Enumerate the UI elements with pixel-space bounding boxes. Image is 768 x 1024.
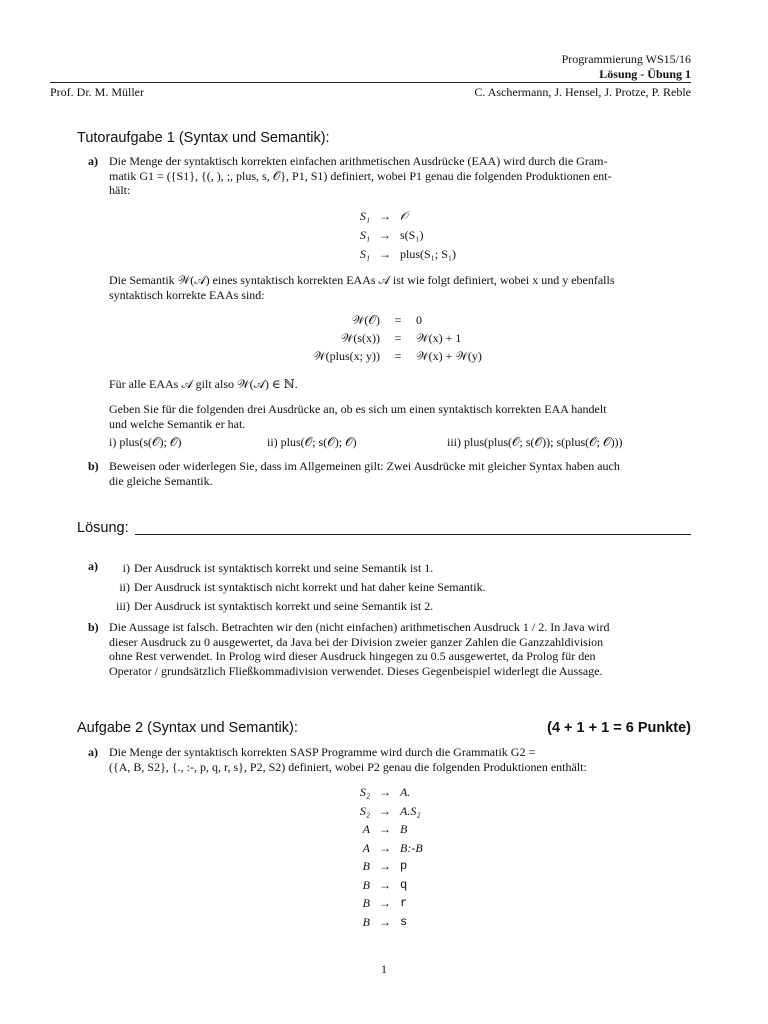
task1-b-text: [109, 459, 691, 488]
task1-a-intro-line: matik G1 = ({S1}, {(, ), ;, plus, s, 𝒪}, P1, S1) definiert, wobei P1 genau die folgenden Produktionen ent-: [109, 168, 612, 183]
production-lhs: S₁: [359, 247, 370, 261]
semantics-lhs: 𝒲(𝒪): [351, 313, 380, 327]
list-item-number: iii): [116, 599, 130, 613]
solution-b-text: [109, 620, 691, 678]
semantics-lhs: 𝒲(s(x)): [340, 331, 380, 345]
task1-a-intro: [109, 154, 691, 198]
arrow-icon: →: [379, 803, 391, 818]
production-rhs: q: [400, 877, 408, 892]
task1-productions: [330, 207, 456, 264]
production-lhs: B: [362, 914, 370, 929]
arrow-icon: →: [379, 877, 391, 892]
task2-a-line: Die Menge der syntaktisch korrekten SASP Programme wird durch die Grammatik G2 =: [109, 745, 536, 759]
sheet-title: Lösung - Übung 1: [599, 67, 691, 81]
solution-a-label: a): [88, 559, 98, 573]
equals: =: [394, 349, 402, 363]
production-lhs: S₁: [359, 228, 370, 242]
task1-a-label: a): [88, 154, 98, 168]
production-lhs: S₂: [359, 785, 370, 799]
question-line: und welche Semantik er hat.: [109, 416, 246, 431]
task1-a-intro-line: Die Menge der syntaktisch korrekten einfachen arithmetischen Ausdrücke (EAA) wird durch die Gram-: [109, 154, 608, 168]
question-line: Geben Sie für die folgenden drei Ausdrücke an, ob es sich um einen syntaktisch korrekten EAA handelt: [109, 402, 607, 416]
task2-productions: [330, 783, 423, 931]
arrow-icon: →: [379, 785, 391, 799]
production-lhs: A: [362, 822, 370, 836]
list-item-number: ii): [119, 580, 130, 594]
semantics-intro-line: Die Semantik 𝒲(𝒜) eines syntaktisch korrekten EAAs 𝒜 ist wie folgt definiert, wobei x und y ebenfalls: [109, 273, 615, 287]
production-lhs: B: [362, 859, 370, 873]
solution-rule: [135, 534, 691, 535]
list-item-text: Der Ausdruck ist syntaktisch korrekt und seine Semantik ist 2.: [134, 599, 434, 613]
equals: =: [394, 331, 402, 345]
professor: Prof. Dr. M. Müller: [50, 85, 144, 99]
arrow-icon: →: [379, 914, 391, 929]
solution-title: Lösung:: [77, 520, 129, 536]
semantics-intro-line: syntaktisch korrekte EAAs sind:: [109, 287, 265, 302]
expr-ii: ii) plus(𝒪; s(𝒪); 𝒪): [267, 435, 357, 449]
semantics-lhs: 𝒲(plus(x; y)): [313, 349, 380, 363]
arrow-icon: →: [379, 822, 391, 836]
production-rhs: p: [400, 859, 408, 873]
production-rhs: A.S₂: [400, 803, 421, 818]
task1-semantics-intro: [109, 273, 691, 302]
equals: =: [394, 313, 402, 327]
course-title: Programmierung WS15/16: [561, 52, 691, 66]
task1-question: [109, 402, 691, 431]
header-rule: [50, 82, 691, 83]
production-rhs: plus(S₁; S₁): [400, 247, 457, 261]
expr-iii: iii) plus(plus(𝒪; s(𝒪)); s(plus(𝒪; 𝒪))): [447, 435, 623, 449]
production-lhs: A: [362, 840, 370, 855]
task2-a-text: [109, 745, 691, 774]
production-rhs: B: [400, 822, 408, 836]
production-rhs: B:-B: [400, 840, 423, 855]
solution-b-label: b): [88, 620, 99, 634]
task1-title: Tutoraufgabe 1 (Syntax und Semantik):: [77, 130, 330, 146]
list-item-text: Der Ausdruck ist syntaktisch korrekt und seine Semantik ist 1.: [134, 561, 434, 575]
task2-a-line: ({A, B, S2}, {., :-, p, q, r, s}, P2, S2) definiert, wobei P2 genau die folgenden Produktionen enthält:: [109, 759, 587, 774]
page-number: 1: [381, 962, 387, 976]
arrow-icon: →: [379, 228, 391, 242]
task2-title: Aufgabe 2 (Syntax und Semantik):: [77, 720, 298, 736]
solution-b-line: ohne Rest verwendet. In Prolog wird dieser Ausdruck hingegen zu 0.5 ausgewertet, da Prolog für den: [109, 649, 596, 663]
production-rhs: s: [400, 914, 408, 929]
task1-b-line: Beweisen oder widerlegen Sie, dass im Allgemeinen gilt: Zwei Ausdrücke mit gleicher Syntax haben auch: [109, 459, 620, 473]
arrow-icon: →: [379, 896, 391, 910]
production-lhs: S₂: [359, 803, 370, 818]
semantics-rhs: 𝒲(x) + 1: [416, 331, 462, 345]
semantics-rhs: 0: [416, 313, 422, 327]
task2-points: (4 + 1 + 1 = 6 Punkte): [547, 720, 691, 736]
arrow-icon: →: [379, 859, 391, 873]
task1-a-intro-line: hält:: [109, 183, 131, 197]
production-rhs: r: [400, 896, 408, 910]
expr-i: i) plus(s(𝒪); 𝒪): [109, 435, 182, 449]
task1-nat-statement: Für alle EAAs 𝒜 gilt also 𝒲(𝒜) ∈ ℕ.: [109, 377, 298, 391]
solution-b-line: Operator / grundsätzlich Fließkommadivision verwendet. Dieses Gegenbeispiel widerlegt die Aussage.: [109, 663, 603, 678]
arrow-icon: →: [379, 247, 391, 261]
solution-b-line: Die Aussage ist falsch. Betrachten wir den (nicht einfachen) arithmetischen Ausdruck 1 / 2. In Java wird: [109, 620, 610, 634]
production-rhs: s(S₁): [400, 228, 424, 242]
task2-a-label: a): [88, 745, 98, 759]
arrow-icon: →: [379, 209, 391, 223]
task1-b-label: b): [88, 459, 99, 473]
task1-b-line: die gleiche Semantik.: [109, 473, 213, 488]
task1-semantics: [280, 311, 482, 365]
tutors: C. Aschermann, J. Hensel, J. Protze, P. Reble: [474, 85, 691, 99]
production-lhs: B: [362, 896, 370, 910]
production-lhs: B: [362, 877, 370, 892]
semantics-rhs: 𝒲(x) + 𝒲(y): [416, 349, 482, 363]
production-lhs: S₁: [359, 209, 370, 223]
arrow-icon: →: [379, 840, 391, 855]
solution-a-list: [108, 559, 486, 616]
list-item-number: i): [122, 561, 130, 575]
list-item-text: Der Ausdruck ist syntaktisch nicht korrekt und hat daher keine Semantik.: [134, 580, 486, 594]
production-rhs: 𝒪: [400, 209, 408, 223]
production-rhs: A.: [400, 785, 411, 799]
solution-b-line: dieser Ausdruck zu 0 ausgewertet, da Java bei der Division zweier ganzer Zahlen die Ganzzahldivision: [109, 634, 604, 649]
